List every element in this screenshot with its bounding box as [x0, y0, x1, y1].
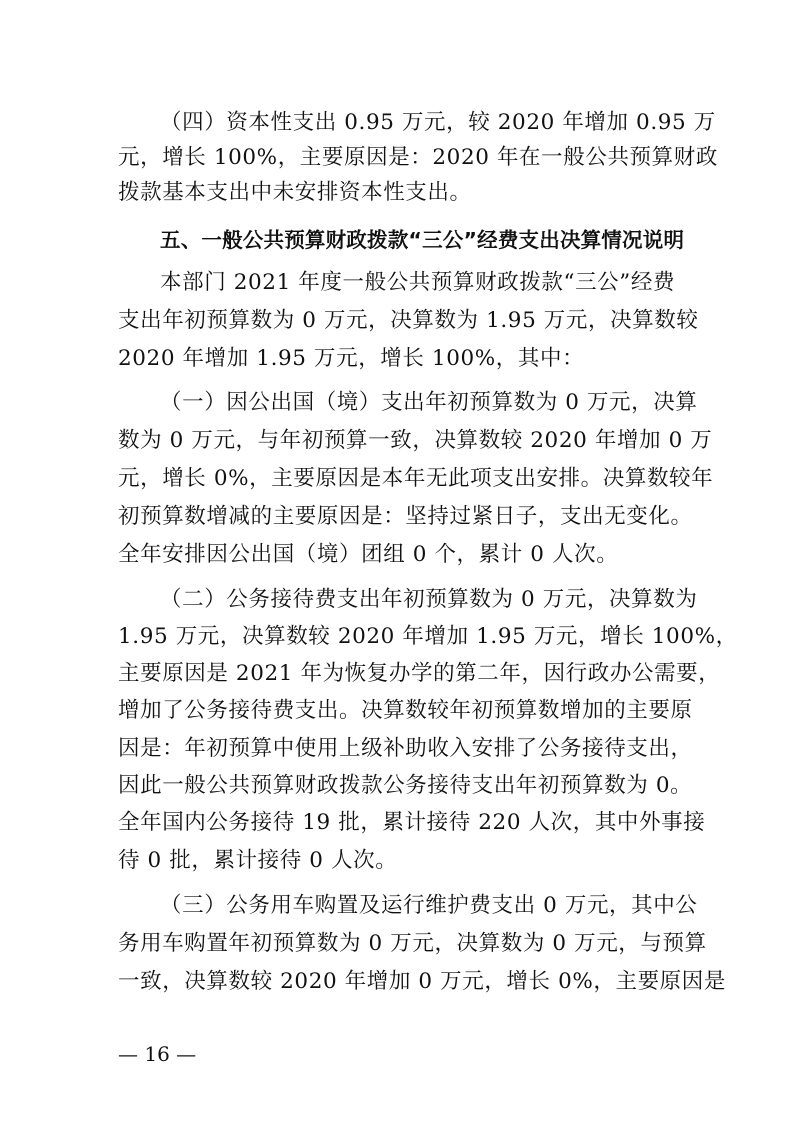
text-line-6: 支出年初预算数为 0 万元，决算数为 1.95 万元，决算数较	[118, 308, 699, 333]
text-line-8: （一）因公出国（境）支出年初预算数为 0 万元，决算	[160, 390, 698, 415]
text-line-17: 因是：年初预算中使用上级补助收入安排了公务接待支出，	[118, 736, 693, 761]
text-line-5: 本部门 2021 年度一般公共预算财政拨款“三公”经费	[160, 270, 676, 295]
text-line-7: 2020 年增加 1.95 万元，增长 100%，其中：	[118, 346, 585, 371]
text-line-19: 全年国内公务接待 19 批，累计接待 220 人次，其中外事接	[118, 810, 706, 835]
text-line-3: 拨款基本支出中未安排资本性支出。	[118, 180, 472, 205]
text-line-11: 初预算数增减的主要原因是：坚持过紧日子，支出无变化。	[118, 504, 693, 529]
text-line-9: 数为 0 万元，与年初预算一致，决算数较 2020 年增加 0 万	[118, 428, 713, 453]
text-line-18: 因此一般公共预算财政拨款公务接待支出年初预算数为 0。	[118, 773, 693, 798]
text-line-22: 务用车购置年初预算数为 0 万元，决算数为 0 万元，与预算	[118, 931, 707, 956]
page-number: — 16 —	[118, 1042, 197, 1066]
text-line-2: 元，增长 100%，主要原因是：2020 年在一般公共预算财政	[118, 145, 718, 170]
text-line-15: 主要原因是 2021 年为恢复办学的第二年，因行政办公需要，	[118, 661, 721, 686]
text-line-23: 一致，决算数较 2020 年增加 0 万元，增长 0%，主要原因是	[118, 969, 726, 994]
text-line-10: 元，增长 0%，主要原因是本年无此项支出安排。决算数较年	[118, 466, 714, 491]
section-heading: 五、一般公共预算财政拨款“三公”经费支出决算情况说明	[160, 228, 685, 252]
text-line-13: （二）公务接待费支出年初预算数为 0 万元，决算数为	[160, 587, 698, 612]
text-line-14: 1.95 万元，决算数较 2020 年增加 1.95 万元，增长 100%，	[118, 624, 738, 649]
text-line-12: 全年安排因公出国（境）团组 0 个，累计 0 人次。	[118, 542, 619, 567]
text-line-1: （四）资本性支出 0.95 万元，较 2020 年增加 0.95 万	[160, 110, 716, 135]
text-line-20: 待 0 批，累计接待 0 人次。	[118, 848, 398, 873]
text-line-16: 增加了公务接待费支出。决算数较年初预算数增加的主要原	[118, 698, 693, 723]
text-line-21: （三）公务用车购置及运行维护费支出 0 万元，其中公	[160, 893, 698, 918]
